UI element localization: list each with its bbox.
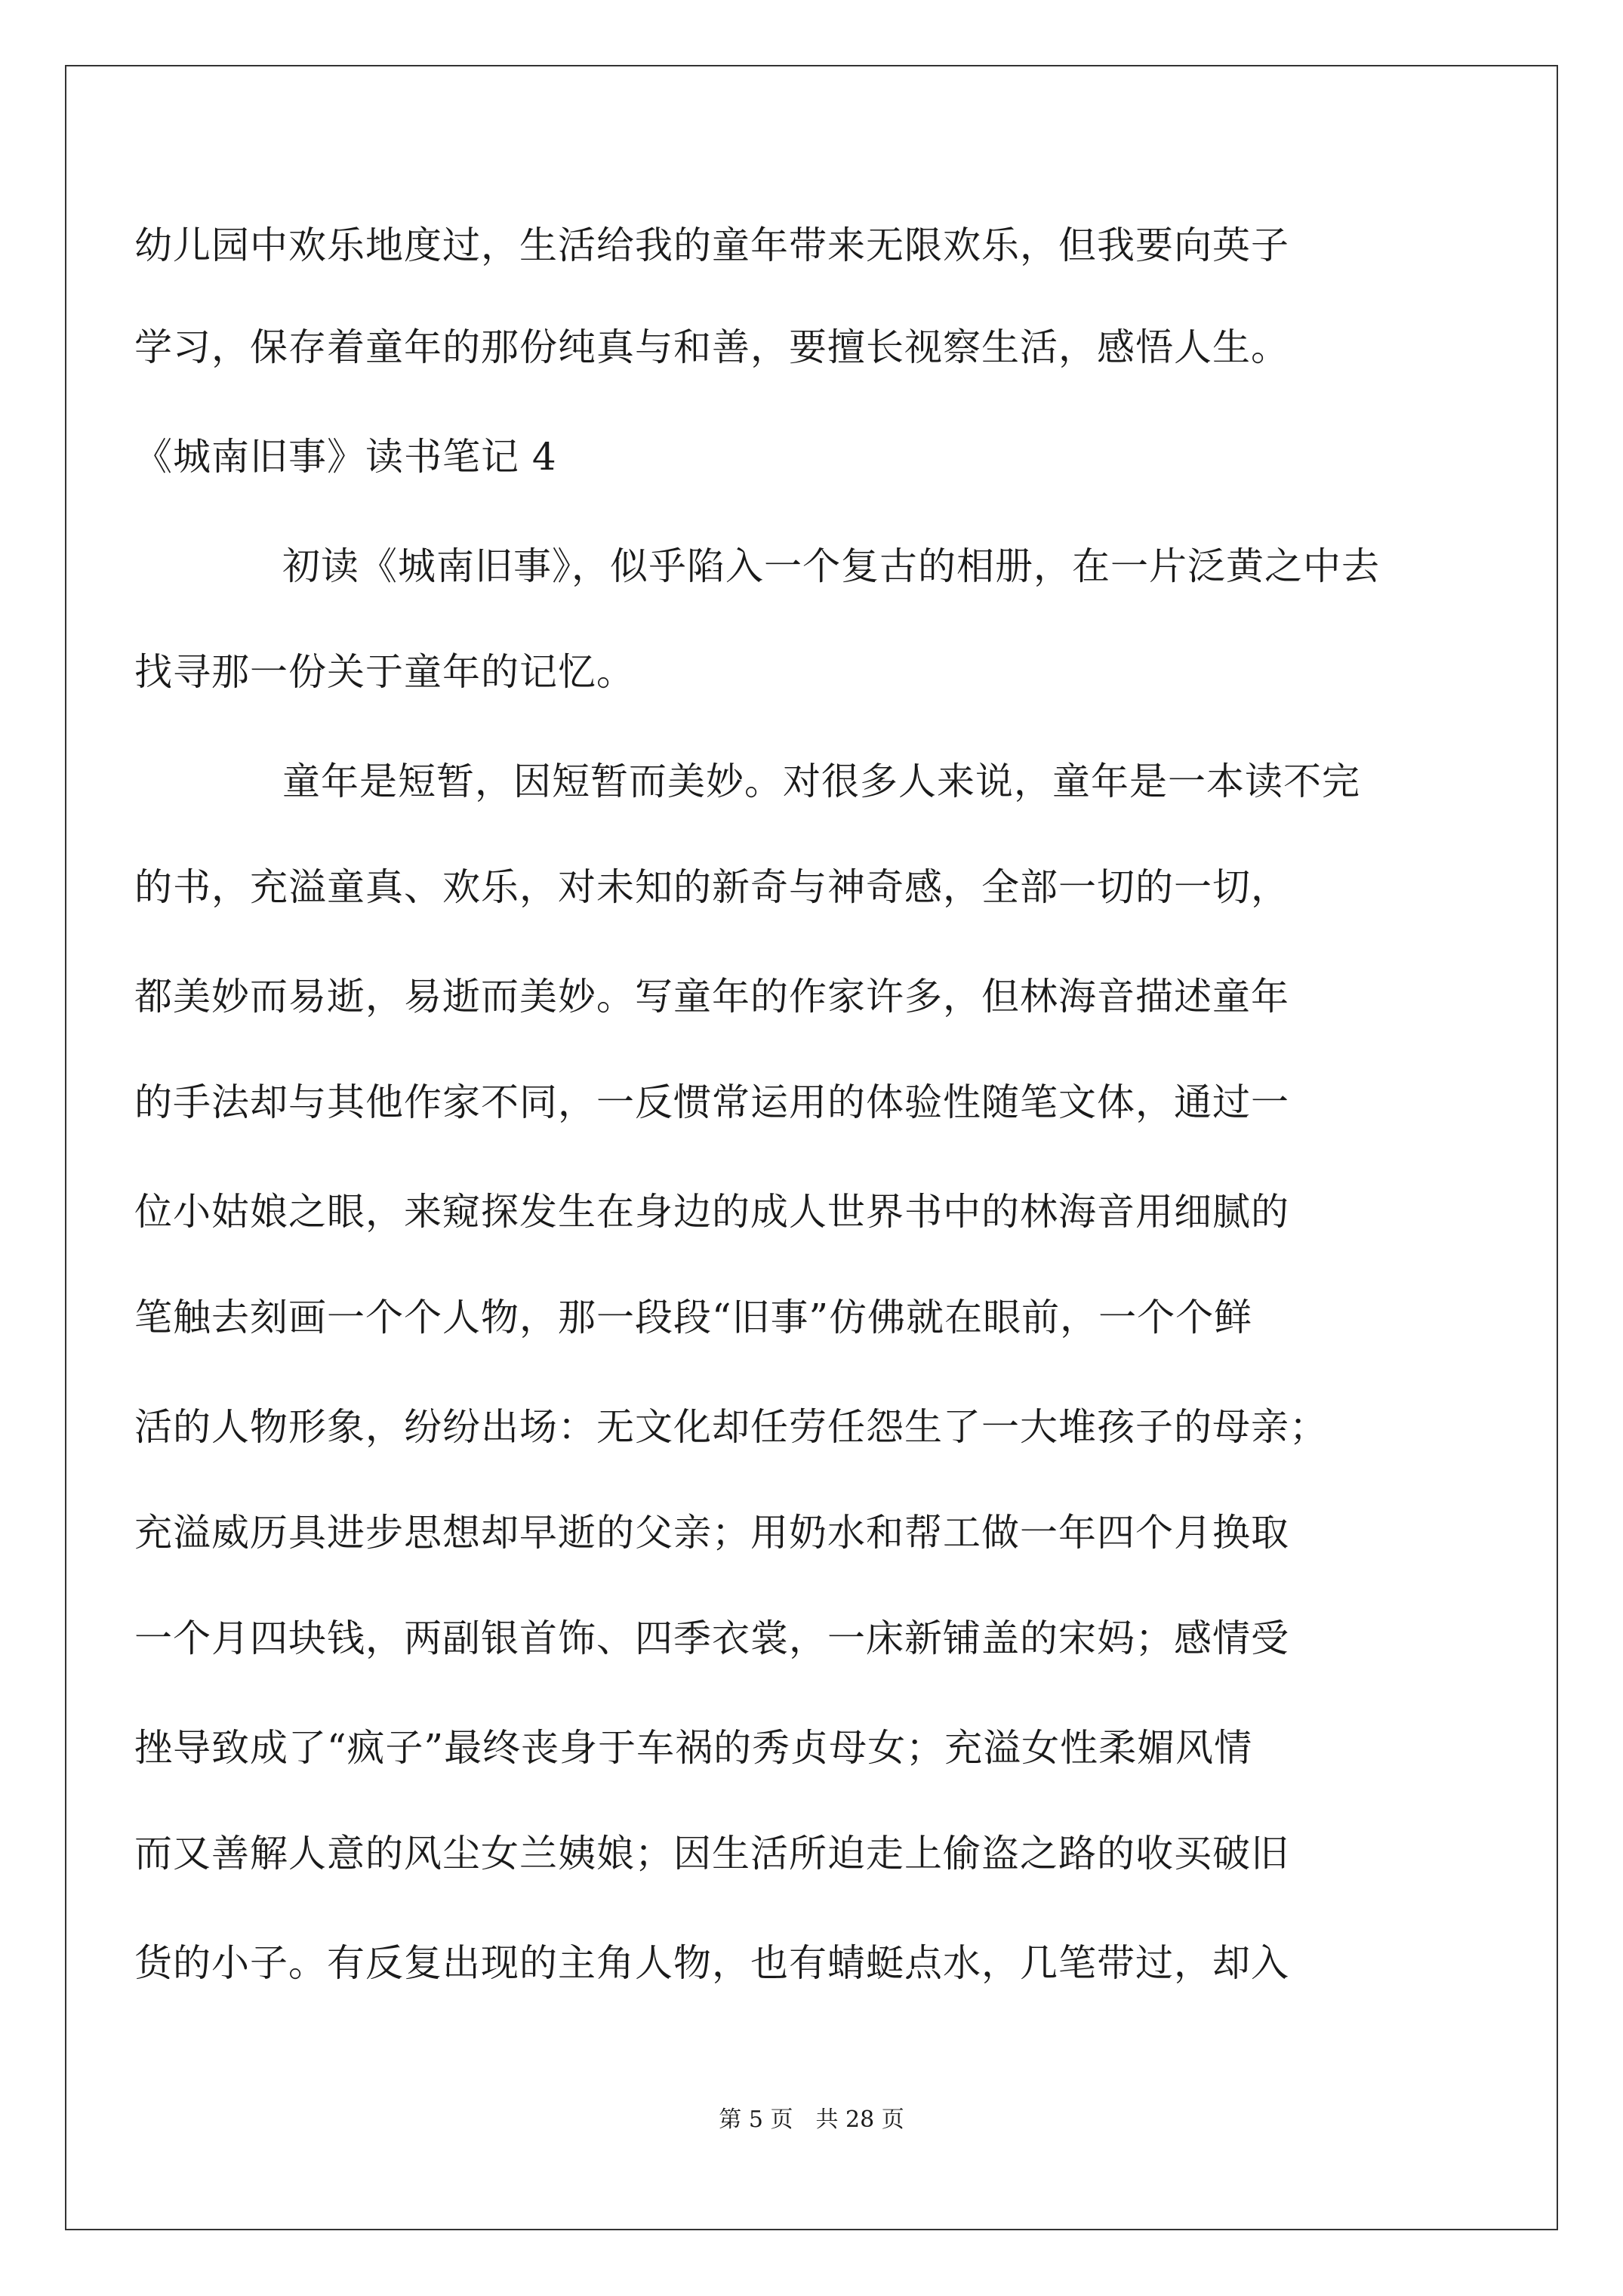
line-14: 一个月四块钱，两副银首饰、四季衣裳，一床新铺盖的宋妈；感情受 [134,1616,1289,1660]
line-12: 活的人物形象，纷纷出场：无文化却任劳任怨生了一大堆孩子的母亲； [134,1405,1328,1449]
line-8: 都美妙而易逝，易逝而美妙。写童年的作家许多，但林海音描述童年 [134,975,1289,1019]
page-border [65,65,1558,2230]
line-16: 而又善解人意的风尘女兰姨娘；因生活所迫走上偷盗之路的收买破旧 [134,1832,1289,1875]
line-6: 童年是短暂，因短暂而美妙。对很多人来说，童年是一本读不完 [282,760,1360,803]
line-5: 找寻那一份关于童年的记忆。 [134,650,635,694]
line-13: 充溢威历具进步思想却早逝的父亲；用奶水和帮工做一年四个月换取 [134,1511,1289,1555]
line-7: 的书，充溢童真、欢乐，对未知的新奇与神奇感，全部一切的一切， [134,865,1289,909]
line-10: 位小姑娘之眼，来窥探发生在身边的成人世界书中的林海音用细腻的 [134,1190,1289,1234]
section-heading: 《城南旧事》读书笔记 4 [134,435,557,479]
line-17: 货的小子。有反复出现的主角人物，也有蜻蜓点水，几笔带过，却入 [134,1941,1289,1985]
page-footer: 第 5 页 共 28 页 [719,2106,904,2133]
line-15: 挫导致成了“疯子”最终丧身于车祸的秀贞母女；充溢女性柔媚风情 [134,1726,1253,1770]
line-2: 学习，保存着童年的那份纯真与和善，要擅长视察生活，感悟人生。 [134,325,1289,369]
line-4: 初读《城南旧事》，似乎陷入一个复古的相册，在一片泛黄之中去 [282,544,1380,588]
line-11: 笔触去刻画一个个人物，那一段段“旧事”仿佛就在眼前，一个个鲜 [134,1296,1253,1339]
line-9: 的手法却与其他作家不同，一反惯常运用的体验性随笔文体，通过一 [134,1080,1289,1124]
line-1: 幼儿园中欢乐地度过，生活给我的童年带来无限欢乐，但我要向英子 [134,223,1289,267]
